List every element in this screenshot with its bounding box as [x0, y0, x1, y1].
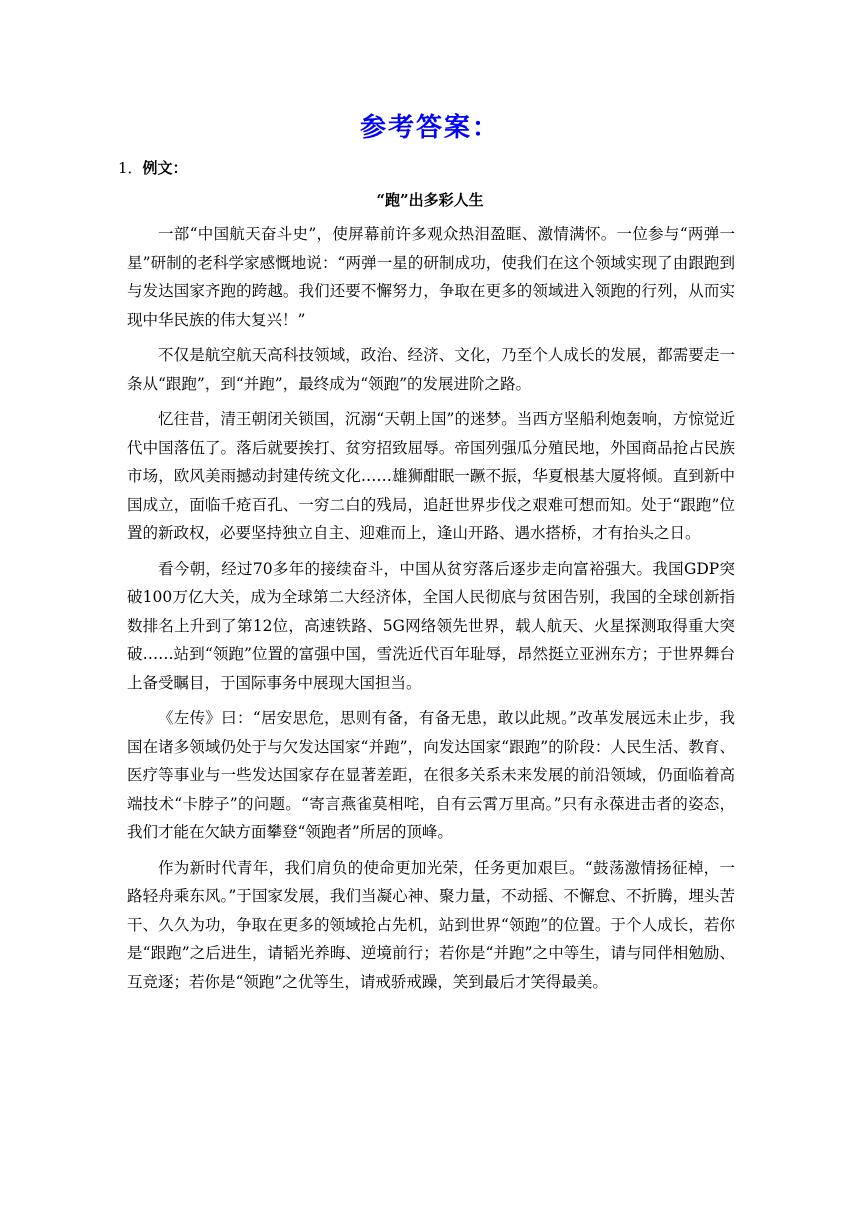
essay-paragraph-4: 看今朝，经过70多年的接续奋斗，中国从贫穷落后逐步走向富裕强大。我国GDP突破100万亿大关，成为全球第二大经济体，全国人民彻底与贫困告别，我国的全球创新指数排名上升到了第12位，高速铁路、5G网络领先世界，载人航天、火星探测取得重大突破……站到“领跑”位置的富强中国，雪洗近代百年耻辱，昂然挺立亚洲东方；于世界舞台上备受瞩目，于国际事务中展现大国担当。 [127, 559, 735, 692]
essay-paragraph-3: 忆往昔，清王朝闭关锁国，沉溺“天朝上国”的迷梦。当西方坚船利炮轰响，方惊觉近代中国落伍了。落后就要挨打、贫穷招致屈辱。帝国列强瓜分殖民地，外国商品抢占民族市场，欧风美雨撼动封建传统文化……雄狮酣眠一蹶不振，华夏根基大厦将倾。直到新中国成立，面临千疮百孔、一穷二白的残局，追赶世界步伐之艰难可想而知。处于“跟跑”位置的新政权，必要坚持独立自主、迎难而上，逢山开路、遇水搭桥，才有抬头之日。 [127, 410, 735, 542]
essay-paragraph-5: 《左传》曰：“居安思危，思则有备，有备无患，敢以此规。”改革发展远未止步，我国在诸多领域仍处于与欠发达国家“并跑”，向发达国家“跟跑”的阶段：人民生活、教育、医疗等事业与一些发达国家存在显著差距，在很多关系未来发展的前沿领域，仍面临着高端技术“卡脖子”的问题。“寄言燕雀莫相咤，自有云霄万里高。”只有永葆进击者的姿态，我们才能在欠缺方面攀登“领跑者”所居的顶峰。 [127, 709, 735, 841]
essay-title: “跑”出多彩人生 [376, 191, 484, 209]
essay-paragraph-2: 不仅是航空航天高科技领域，政治、经济、文化，乃至个人成长的发展，都需要走一条从“跟跑”，到“并跑”，最终成为“领跑”的发展进阶之路。 [127, 346, 735, 393]
page-title: 参考答案： [359, 113, 500, 143]
question-label: 例文： [142, 159, 188, 177]
essay-body [127, 220, 735, 1003]
essay-paragraph-1: 一部“中国航天奋斗史”，使屏幕前许多观众热泪盈眶、激情满怀。一位参与“两弹一星”研制的老科学家感慨地说：“两弹一星的研制成功，使我们在这个领域实现了由跟跑到与发达国家齐跑的跨越。我们还要不懈努力，争取在更多的领域进入领跑的行列，从而实现中华民族的伟大复兴！” [127, 225, 735, 329]
question-number: 1． [118, 159, 143, 177]
question-header [118, 156, 188, 180]
essay-paragraph-6: 作为新时代青年，我们肩负的使命更加光荣，任务更加艰巨。“鼓荡激情扬征棹，一路轻舟乘东风。”于国家发展，我们当凝心神、聚力量，不动摇、不懈怠、不折腾，埋头苦干、久久为功，争取在更多的领域抢占先机，站到世界“领跑”的位置。于个人成长，若你是“跟跑”之后进生，请韬光养晦、逆境前行；若你是“并跑”之中等生，请与同伴相勉励、互竞逐；若你是“领跑”之优等生，请戒骄戒躁，笑到最后才笑得最美。 [127, 858, 735, 991]
